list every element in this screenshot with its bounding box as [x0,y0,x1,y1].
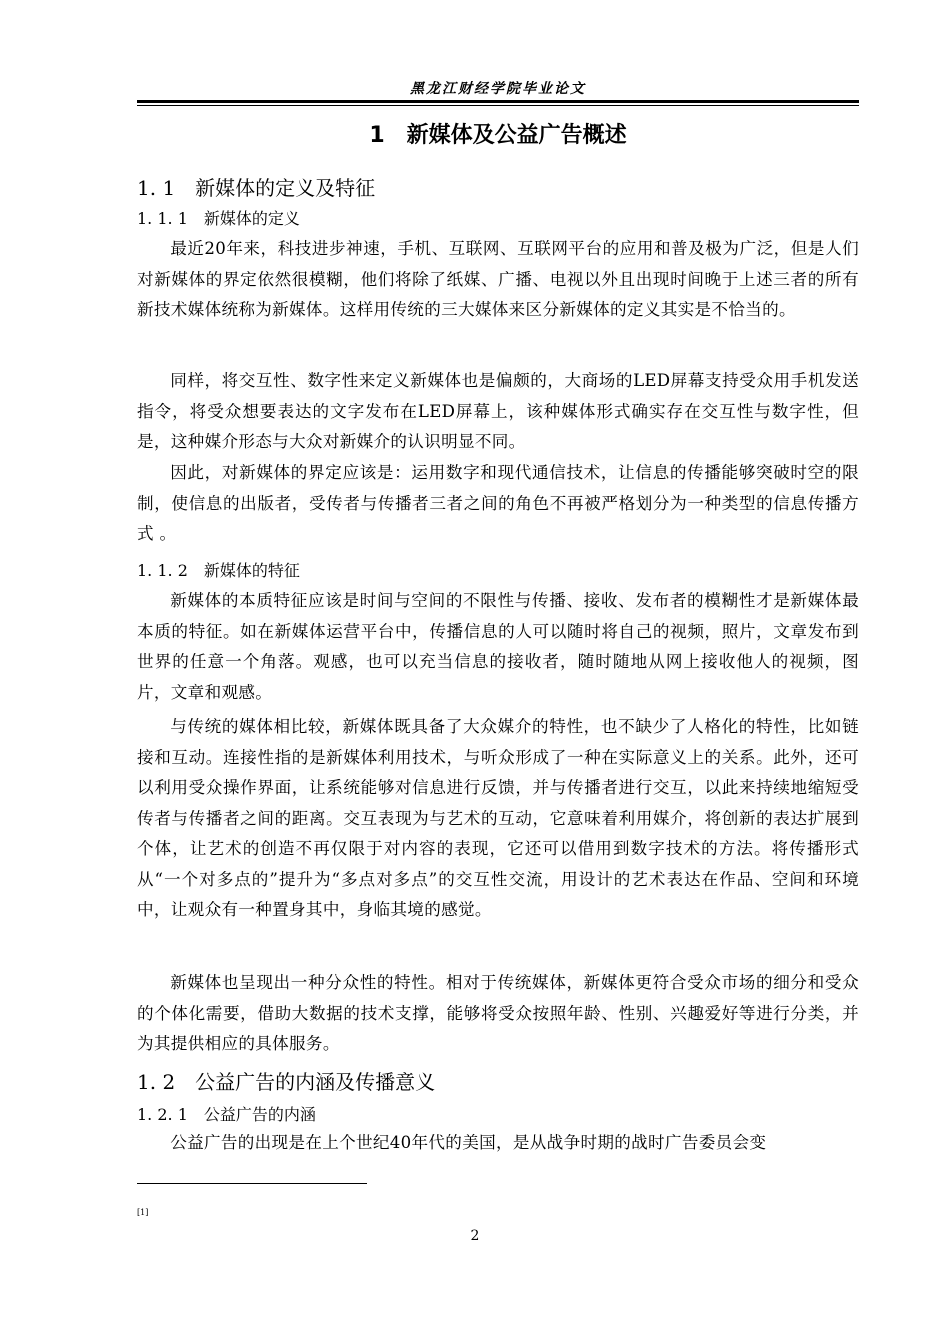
subsection-title: 新媒体的定义 [203,209,300,228]
paragraph: 公益广告的出现是在上个世纪40年代的美国，是从战争时期的战时广告委员会变 [170,1133,767,1152]
footnote-rule [137,1183,367,1184]
subsection-number: 1. 2. 1 [137,1105,188,1124]
subsection-title: 新媒体的特征 [203,561,300,580]
paragraph: 同样，将交互性、数字性来定义新媒体也是偏颇的，大商场的LED屏幕支持受众用手机发送指令，将受众想要表达的文字发布在LED屏幕上，该种媒体形式确实存在交互性与数字性，但是，这种媒介形态与大众对新媒介的认识明显不同。 [137,371,859,451]
paragraph: 新媒体也呈现出一种分众性的特性。相对于传统媒体，新媒体更符合受众市场的细分和受众的个体化需要，借助大数据的技术支撑，能够将受众按照年龄、性别、兴趣爱好等进行分类，并为其提供相应的具体服务。 [137,973,859,1053]
subsection-number: 1. 1. 2 [137,561,188,580]
section-number: 1. 2 [137,1070,176,1094]
section-heading-1-1 [137,172,375,201]
subsection-heading-1-2-1 [137,1102,316,1125]
header-rule-thin [137,105,859,106]
section-title: 公益广告的内涵及传播意义 [195,1070,436,1094]
paragraph: 与传统的媒体相比较，新媒体既具备了大众媒介的特性，也不缺少了人格化的特性，比如链接和互动。连接性指的是新媒体利用技术，与听众形成了一种在实际意义上的关系。此外，还可以利用受众操作界面，让系统能够对信息进行反馈，并与传播者进行交互，以此来持续地缩短受传者与传播者之间的距离。交互表现为与艺术的互动，它意味着利用媒介，将创新的表达扩展到个体，让艺术的创造不再仅限于对内容的表现，它还可以借用到数字技术的方法。将传播形式从“一个对多点的”提升为“多点对多点”的交互性交流，用设计的艺术表达在作品、空间和环境中，让观众有一种置身其中，身临其境的感觉。 [137,717,859,919]
running-header: 黑龙江财经学院毕业论文 [410,81,586,97]
page-number: 2 [470,1228,480,1244]
section-number: 1. 1 [137,176,176,200]
subsection-number: 1. 1. 1 [137,209,188,228]
section-heading-1-2 [137,1066,435,1095]
subsection-heading-1-1-2 [137,558,300,581]
subsection-title: 公益广告的内涵 [203,1105,316,1124]
paragraph: 因此，对新媒体的界定应该是：运用数字和现代通信技术，让信息的传播能够突破时空的限制，使信息的出版者，受传者与传播者三者之间的角色不再被严格划分为一种类型的信息传播方式 。 [137,463,859,543]
subsection-heading-1-1-1 [137,206,300,229]
section-title: 新媒体的定义及特征 [195,176,376,200]
chapter-title: 1 新媒体及公益广告概述 [369,123,627,148]
footnote-mark: [1] [137,1208,149,1217]
paragraph: 最近20年来，科技进步神速，手机、互联网、互联网平台的应用和普及极为广泛，但是人们对新媒体的界定依然很模糊，他们将除了纸媒、广播、电视以外且出现时间晚于上述三者的所有新技术媒体统称为新媒体。这样用传统的三大媒体来区分新媒体的定义其实是不恰当的。 [137,239,859,319]
header-rule-thick [137,100,859,103]
paragraph: 新媒体的本质特征应该是时间与空间的不限性与传播、接收、发布者的模糊性才是新媒体最本质的特征。如在新媒体运营平台中，传播信息的人可以随时将自己的视频，照片，文章发布到世界的任意一个角落。观感，也可以充当信息的接收者，随时随地从网上接收他人的视频，图片，文章和观感。 [137,591,859,702]
